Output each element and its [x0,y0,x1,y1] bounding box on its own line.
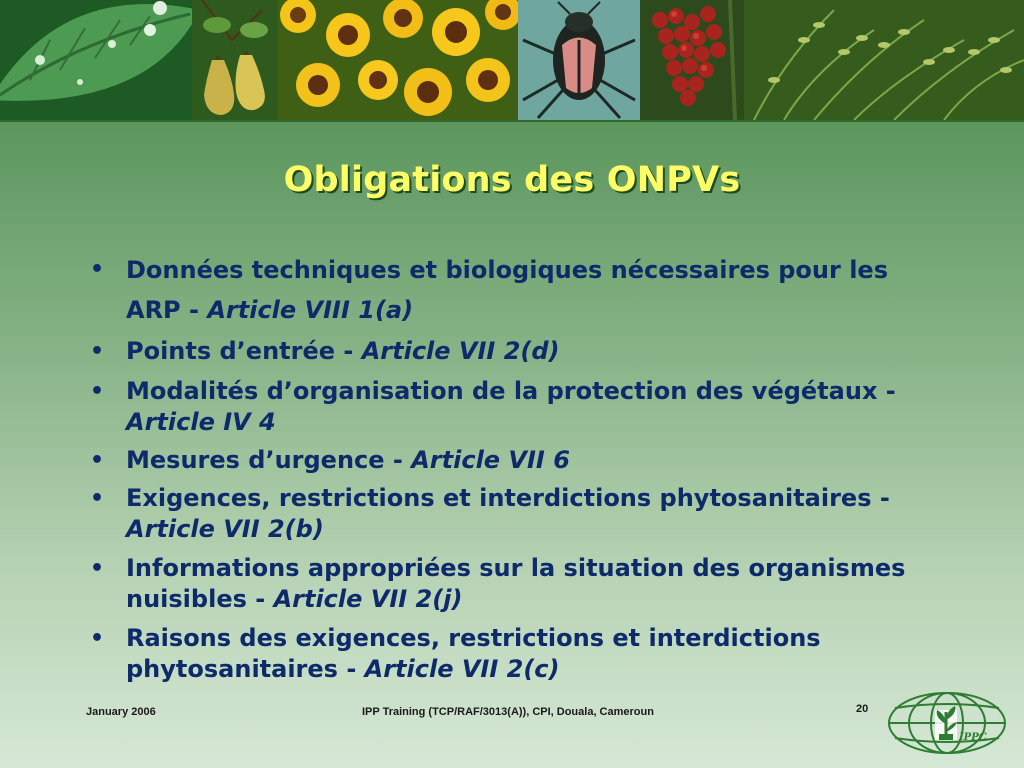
bullet-marker: • [90,379,105,404]
article-reference: Article VII 6 [411,446,570,474]
bullet-marker: • [90,448,105,473]
slide-title: Obligations des ONPVs [283,160,741,200]
grass-seed-heads-image [744,0,1024,120]
bullet-text: Mesures d’urgence - [126,446,412,474]
bullet-text: Raisons des exigences, restrictions et interdictions phytosanitaires - [126,624,821,683]
slide-number: 20 [856,703,869,715]
article-reference: Article IV 4 [126,408,276,436]
bullet-text: Points d’entrée - [126,337,362,365]
bullet-item [90,623,940,685]
bullet-marker: • [90,257,105,282]
bullet-marker: • [90,626,105,651]
footer-event: IPP Training (TCP/RAF/3013(A)), CPI, Douala, Cameroun [362,706,654,718]
article-reference: Article VIII 1(a) [207,296,414,324]
bullet-marker: • [90,339,105,364]
beetle-image [518,0,640,120]
article-reference: Article VII 2(d) [361,337,560,365]
bullet-item [90,250,940,330]
bullet-marker: • [90,556,105,581]
footer-date: January 2006 [86,706,156,718]
bullet-text: Exigences, restrictions et interdictions phytosanitaires - [126,484,890,512]
article-reference: Article VII 2(c) [364,655,560,683]
leaf-with-dew-image [0,0,192,120]
bullet-marker: • [90,486,105,511]
banner-photo-strip [0,0,1024,122]
logo-text: IPPC [959,732,987,743]
article-reference: Article VII 2(j) [273,585,463,613]
bullet-list [90,250,940,685]
pears-image [192,0,278,120]
bullet-text: Données techniques et biologiques nécessaires pour les ARP - [126,256,888,324]
bullet-item [90,553,940,615]
plant-icon [935,706,957,740]
globe-icon [885,690,1009,756]
article-reference: Article VII 2(b) [126,515,324,543]
bullet-text: Modalités d’organisation de la protection des végétaux - [126,377,896,405]
bullet-item [90,376,940,438]
sunflowers-image [278,0,518,120]
bullet-text: Informations appropriées sur la situation des organismes nuisibles - [126,554,906,613]
bullet-item [90,445,940,476]
bullet-item [90,336,940,367]
bullet-item [90,483,940,545]
red-berries-image [640,0,744,120]
ippc-logo [885,690,1009,756]
